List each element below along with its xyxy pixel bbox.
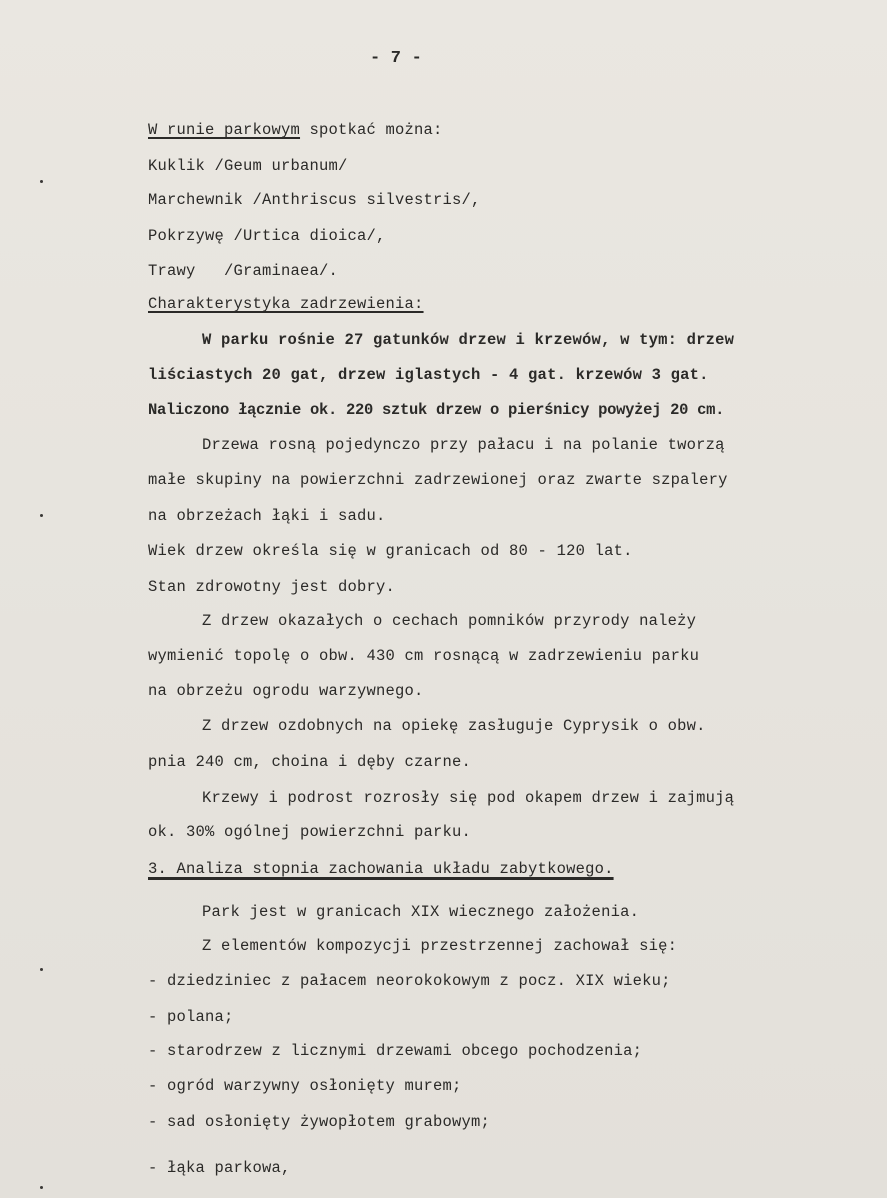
text-line: Marchewnik /Anthriscus silvestris/, — [148, 191, 481, 209]
list-item: - starodrzew z licznymi drzewami obcego pochodzenia; — [148, 1042, 643, 1060]
margin-punch-mark — [40, 180, 43, 183]
line-rest: spotkać można: — [300, 121, 443, 139]
text-line: wymienić topolę o obw. 430 cm rosnącą w zadrzewieniu parku — [148, 647, 700, 665]
text-line — [148, 120, 443, 140]
list-item: - łąka parkowa, — [148, 1159, 291, 1177]
list-item: - sad osłonięty żywopłotem grabowym; — [148, 1113, 491, 1131]
text-line: Z elementów kompozycji przestrzennej zachował się: — [202, 937, 678, 955]
text-line: Z drzew okazałych o cechach pomników przyrody należy — [202, 612, 697, 630]
text-line: na obrzeżu ogrodu warzywnego. — [148, 682, 424, 700]
text-line: Trawy /Graminaea/. — [148, 262, 339, 280]
margin-punch-mark — [40, 514, 43, 517]
text-line: na obrzeżach łąki i sadu. — [148, 507, 386, 525]
text-line: Park jest w granicach XIX wiecznego założenia. — [202, 903, 640, 921]
text-line: Stan zdrowotny jest dobry. — [148, 578, 396, 596]
text-line: liściastych 20 gat, drzew iglastych - 4 gat. krzewów 3 gat. — [148, 366, 709, 384]
margin-punch-mark — [40, 1186, 43, 1189]
list-item: - ogród warzywny osłonięty murem; — [148, 1077, 462, 1095]
text-line: ok. 30% ogólnej powierzchni parku. — [148, 823, 472, 841]
text-line: małe skupiny na powierzchni zadrzewionej oraz zwarte szpalery — [148, 471, 728, 489]
text-line: Drzewa rosną pojedynczo przy pałacu i na polanie tworzą — [202, 436, 725, 454]
text-line: pnia 240 cm, choina i dęby czarne. — [148, 753, 472, 771]
text-line: Naliczono łącznie ok. 220 sztuk drzew o pierśnicy powyżej 20 cm. — [148, 401, 725, 419]
text-line: Krzewy i podrost rozrosły się pod okapem drzew i zajmują — [202, 789, 735, 807]
list-item: - polana; — [148, 1008, 234, 1026]
section-heading-analiza: 3. Analiza stopnia zachowania układu zabytkowego. — [148, 860, 614, 878]
text-line: Kuklik /Geum urbanum/ — [148, 157, 348, 175]
text-line: W parku rośnie 27 gatunków drzew i krzewów, w tym: drzew — [202, 331, 735, 349]
section-heading-zadrzewienie: Charakterystyka zadrzewienia: — [148, 295, 424, 313]
text-line: Pokrzywę /Urtica dioica/, — [148, 227, 386, 245]
text-line: Z drzew ozdobnych na opiekę zasługuje Cyprysik o obw. — [202, 717, 706, 735]
text-line: Wiek drzew określa się w granicach od 80 - 120 lat. — [148, 542, 633, 560]
page-number: - 7 - — [370, 49, 423, 68]
section-heading-runo: W runie parkowym — [148, 121, 301, 139]
margin-punch-mark — [40, 968, 43, 971]
list-item: - dziedziniec z pałacem neorokokowym z pocz. XIX wieku; — [148, 972, 671, 990]
